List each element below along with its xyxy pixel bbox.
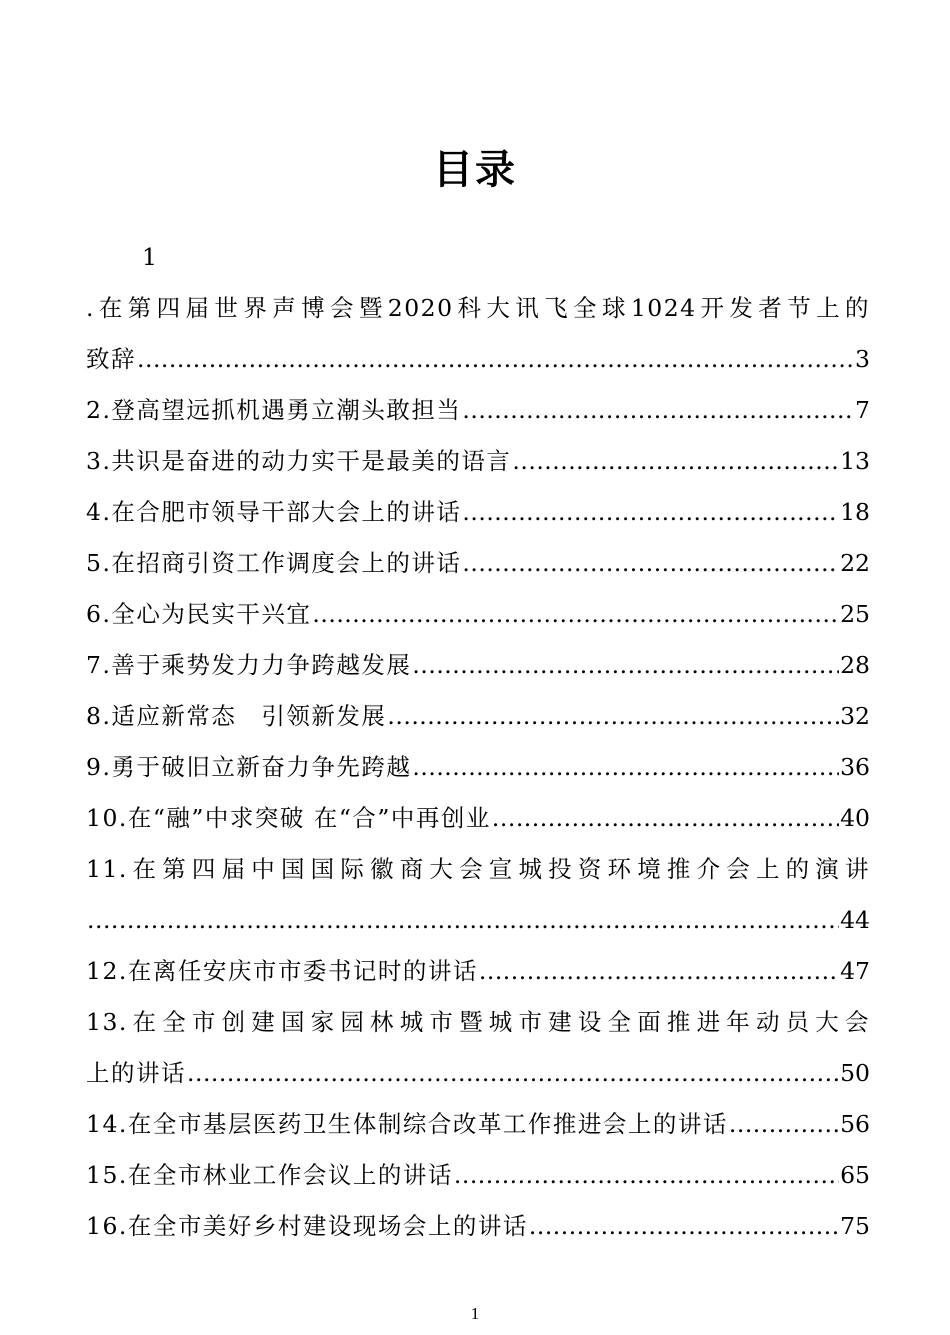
toc-entry-14[interactable] — [86, 1099, 870, 1150]
toc-entry-13-line1[interactable]: 13.在全市创建国家园林城市暨城市建设全面推进年动员大会 — [86, 1008, 870, 1036]
toc-entry-text: 3.共识是奋进的动力实干是最美的语言 — [86, 447, 512, 475]
toc-page-number: 13 — [840, 447, 870, 475]
page-title: 目录 — [433, 147, 517, 193]
toc-entry-6[interactable] — [86, 589, 870, 640]
toc-entry-7[interactable] — [86, 640, 870, 691]
dot-leader — [412, 742, 839, 793]
toc-page-number: 65 — [840, 1161, 870, 1189]
toc-entry-15[interactable] — [86, 1150, 870, 1201]
dot-leader — [187, 1048, 839, 1099]
toc-page-number: 25 — [840, 600, 870, 628]
toc-entry-5[interactable] — [86, 538, 870, 589]
toc-entry-12[interactable] — [86, 946, 870, 997]
toc-entry-text: 8.适应新常态 引领新发展 — [86, 702, 387, 730]
toc-page-number: 75 — [840, 1212, 870, 1240]
dot-leader — [462, 538, 839, 589]
toc-entry-text: 4.在合肥市领导干部大会上的讲话 — [86, 498, 462, 526]
toc-page-number: 50 — [840, 1059, 870, 1087]
table-of-contents — [86, 232, 870, 1252]
toc-entry-text: 5.在招商引资工作调度会上的讲话 — [86, 549, 462, 577]
dot-leader — [512, 436, 839, 487]
dot-leader — [462, 385, 854, 436]
toc-page-number: 40 — [840, 804, 870, 832]
dot-leader — [312, 589, 839, 640]
toc-page-number: 44 — [840, 906, 870, 934]
toc-entry-16[interactable] — [86, 1201, 870, 1252]
toc-page-number: 32 — [840, 702, 870, 730]
toc-page-number: 3 — [855, 345, 870, 373]
toc-page-number: 28 — [840, 651, 870, 679]
toc-entry-text: 7.善于乘势发力力争跨越发展 — [86, 651, 412, 679]
toc-entry-1-number: 1 — [142, 243, 159, 271]
toc-entry-2[interactable] — [86, 385, 870, 436]
footer-page-number: 1 — [470, 1304, 480, 1323]
dot-leader — [387, 691, 839, 742]
toc-entry-text: 15.在全市林业工作会议上的讲话 — [86, 1161, 453, 1189]
dot-leader — [87, 895, 839, 946]
toc-entry-text: 14.在全市基层医药卫生体制综合改革工作推进会上的讲话 — [86, 1110, 728, 1138]
toc-entry-text: 致辞 — [86, 345, 136, 373]
toc-page-number: 22 — [840, 549, 870, 577]
toc-entry-text: 16.在全市美好乡村建设现场会上的讲话 — [86, 1212, 528, 1240]
toc-entry-1-line2[interactable] — [86, 334, 870, 385]
toc-entry-11-line1[interactable]: 11.在第四届中国国际徽商大会宣城投资环境推介会上的演讲 — [86, 855, 870, 883]
toc-page-number: 56 — [840, 1110, 870, 1138]
toc-page-number: 18 — [840, 498, 870, 526]
toc-entry-text: 2.登高望远抓机遇勇立潮头敢担当 — [86, 396, 462, 424]
toc-page-number: 47 — [840, 957, 870, 985]
toc-entry-4[interactable] — [86, 487, 870, 538]
toc-page-number: 36 — [840, 753, 870, 781]
toc-entry-1-line1[interactable]: .在第四届世界声博会暨2020科大讯飞全球1024开发者节上的 — [86, 294, 870, 322]
toc-entry-9[interactable] — [86, 742, 870, 793]
toc-page-number: 7 — [855, 396, 870, 424]
dot-leader — [529, 1201, 839, 1252]
toc-entry-text: 上的讲话 — [86, 1059, 186, 1087]
dot-leader — [454, 1150, 839, 1201]
dot-leader — [492, 793, 839, 844]
dot-leader — [462, 487, 839, 538]
dot-leader — [729, 1099, 839, 1150]
toc-entry-8[interactable] — [86, 691, 870, 742]
toc-entry-11-line2[interactable] — [86, 895, 870, 946]
toc-entry-text: 9.勇于破旧立新奋力争先跨越 — [86, 753, 412, 781]
toc-entry-10[interactable] — [86, 793, 870, 844]
toc-entry-text: 6.全心为民实干兴宜 — [86, 600, 312, 628]
dot-leader — [412, 640, 839, 691]
dot-leader — [479, 946, 839, 997]
dot-leader — [137, 334, 854, 385]
toc-entry-text: 12.在离任安庆市市委书记时的讲话 — [86, 957, 478, 985]
toc-entry-13-line2[interactable] — [86, 1048, 870, 1099]
toc-entry-text: 10.在“融”中求突破 在“合”中再创业 — [86, 804, 491, 832]
toc-entry-3[interactable] — [86, 436, 870, 487]
